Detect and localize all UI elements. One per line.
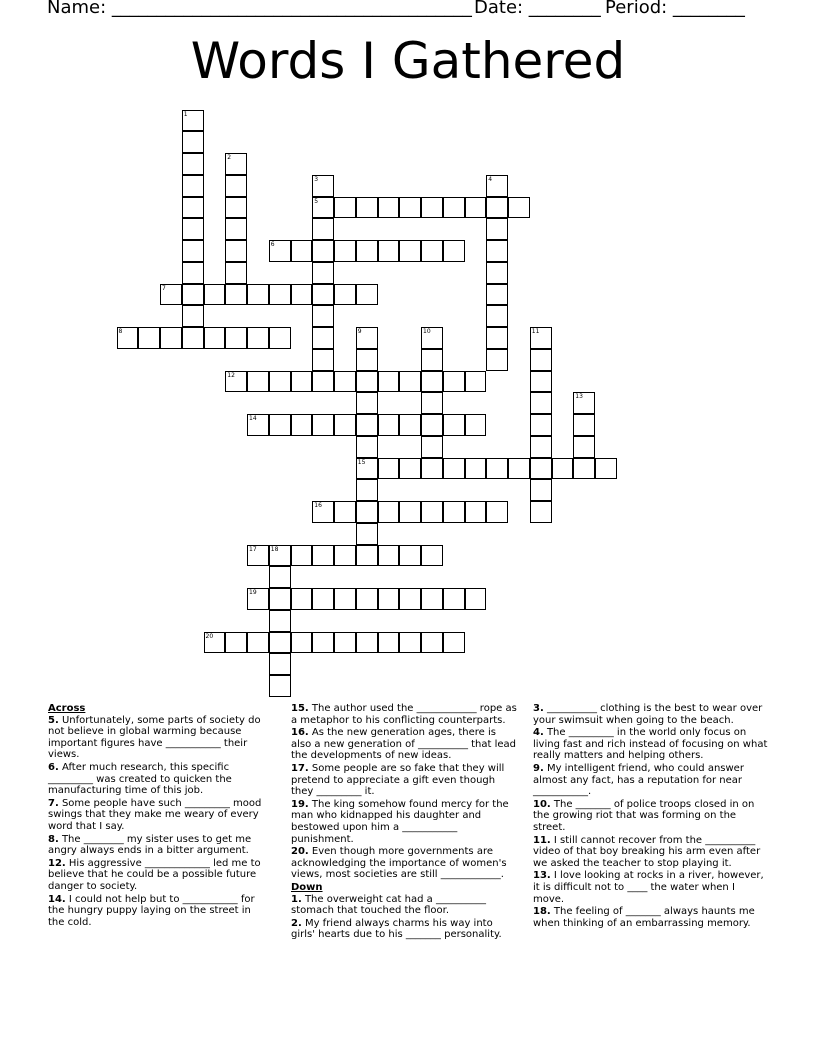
clue-number-15: 15 <box>357 458 366 466</box>
grid-cell[interactable] <box>356 479 378 501</box>
grid-cell[interactable] <box>269 675 291 697</box>
grid-cell[interactable] <box>312 240 334 262</box>
clue-column-3 <box>533 703 769 930</box>
grid-cell[interactable] <box>269 414 291 436</box>
grid-cell[interactable] <box>399 197 421 219</box>
grid-cell[interactable] <box>421 545 443 567</box>
grid-cell[interactable] <box>465 458 487 480</box>
grid-cell[interactable] <box>312 371 334 393</box>
grid-cell[interactable] <box>530 371 552 393</box>
grid-cell[interactable] <box>204 284 226 306</box>
clue-number-18: 18 <box>270 545 279 553</box>
grid-cell[interactable] <box>443 501 465 523</box>
clue-down-11: 11. I still cannot recover from the __________ video of that boy breaking his arm even after we asked the teacher to stop playing it. <box>533 834 761 869</box>
grid-cell[interactable] <box>269 610 291 632</box>
clue-across-14: 14. I could not help but to ___________ for the hungry puppy laying on the street in the cold. <box>48 893 255 928</box>
grid-cell[interactable] <box>486 218 508 240</box>
grid-cell[interactable] <box>356 371 378 393</box>
grid-cell[interactable] <box>269 327 291 349</box>
grid-cell[interactable] <box>269 371 291 393</box>
clue-number-5: 5 <box>314 197 319 205</box>
grid-cell[interactable] <box>291 545 313 567</box>
clue-number-7: 7 <box>162 284 166 292</box>
grid-cell[interactable] <box>334 371 356 393</box>
grid-cell[interactable] <box>465 501 487 523</box>
grid-cell[interactable] <box>291 414 313 436</box>
clue-column-2 <box>291 703 519 942</box>
grid-cell[interactable] <box>334 414 356 436</box>
grid-cell[interactable] <box>465 414 487 436</box>
grid-cell[interactable] <box>465 197 487 219</box>
grid-cell[interactable] <box>182 131 204 153</box>
clue-number-12: 12 <box>227 371 235 379</box>
clue-across-12: 12. His aggressive _____________ led me to believe that he could be a possible future danger to society. <box>48 857 261 892</box>
grid-cell[interactable] <box>356 588 378 610</box>
grid-cell[interactable] <box>530 436 552 458</box>
grid-cell[interactable] <box>182 218 204 240</box>
grid-cell[interactable] <box>486 458 508 480</box>
grid-cell[interactable] <box>443 240 465 262</box>
grid-cell[interactable] <box>399 371 421 393</box>
grid-cell[interactable] <box>421 458 443 480</box>
clue-number-13: 13 <box>575 393 583 401</box>
grid-cell[interactable] <box>573 436 595 458</box>
clue-down-10: 10. The _______ of police troops closed in on the growing riot that was forming on the street. <box>533 798 755 833</box>
grid-cell[interactable] <box>443 458 465 480</box>
grid-cell[interactable] <box>378 545 400 567</box>
clue-number-19: 19 <box>249 589 257 596</box>
grid-cell[interactable] <box>291 240 313 262</box>
grid-cell[interactable] <box>334 284 356 306</box>
clue-across-7: 7. Some people have such _________ mood swings that they make me weary of every word that I say. <box>48 797 262 832</box>
grid-cell[interactable] <box>486 240 508 262</box>
grid-cell[interactable] <box>356 414 378 436</box>
grid-cell[interactable] <box>552 458 574 480</box>
grid-cell[interactable] <box>421 436 443 458</box>
clue-number-4: 4 <box>488 175 493 183</box>
clue-column-1 <box>48 703 270 929</box>
grid-cell[interactable] <box>530 392 552 414</box>
grid-cell[interactable] <box>443 197 465 219</box>
grid-cell[interactable] <box>486 305 508 327</box>
grid-cell[interactable] <box>334 545 356 567</box>
clue-number-16: 16 <box>314 502 322 509</box>
grid-cell[interactable] <box>225 632 247 654</box>
grid-cell[interactable] <box>443 588 465 610</box>
grid-cell[interactable] <box>399 501 421 523</box>
grid-cell[interactable] <box>421 632 443 654</box>
clue-number-8: 8 <box>118 328 123 335</box>
grid-cell[interactable] <box>508 197 530 219</box>
grid-cell[interactable] <box>378 414 400 436</box>
grid-cell[interactable] <box>269 566 291 588</box>
clue-across-17: 17. Some people are so fake that they will pretend to appreciate a gift even though they _________ it. <box>291 762 505 798</box>
grid-cell[interactable] <box>465 371 487 393</box>
grid-cell[interactable] <box>399 458 421 480</box>
clue-number-2: 2 <box>227 154 232 161</box>
grid-cell[interactable] <box>312 327 334 349</box>
grid-cell[interactable] <box>225 262 247 284</box>
down-heading: Down <box>291 881 323 893</box>
grid-cell[interactable] <box>356 284 378 306</box>
clue-across-16: 16. As the new generation ages, there is also a new generation of __________ that lead the developments of new ideas. <box>291 727 517 762</box>
grid-cell[interactable] <box>247 371 269 393</box>
clue-down-13: 13. I love looking at rocks in a river, however, it is difficult not to ____ the water when I move. <box>533 870 764 905</box>
grid-cell[interactable] <box>334 632 356 654</box>
grid-cell[interactable] <box>269 632 291 654</box>
grid-cell[interactable] <box>421 501 443 523</box>
grid-cell[interactable] <box>530 501 552 523</box>
clue-across-5: 5. Unfortunately, some parts of society do not believe in global warming because important figures have ___________ their views. <box>48 714 261 761</box>
grid-cell[interactable] <box>573 414 595 436</box>
grid-cell[interactable] <box>225 284 247 306</box>
grid-cell[interactable] <box>312 284 334 306</box>
grid-cell[interactable] <box>312 588 334 610</box>
grid-cell[interactable] <box>247 327 269 349</box>
grid-cell[interactable] <box>530 414 552 436</box>
grid-cell[interactable] <box>356 632 378 654</box>
name-field-label[interactable]: Name: ________________________________________ <box>47 0 472 18</box>
grid-cell[interactable] <box>356 197 378 219</box>
clue-number-11: 11 <box>531 328 540 335</box>
grid-cell[interactable] <box>334 501 356 523</box>
grid-cell[interactable] <box>225 218 247 240</box>
clue-down-2: 2. My friend always charms his way into girls' hearts due to his _______ personality. <box>291 917 502 941</box>
clue-across-19: 19. The king somehow found mercy for the man who kidnapped his daughter and bestowed upon him a ___________ punishment. <box>291 798 509 845</box>
grid-cell[interactable] <box>312 218 334 240</box>
grid-cell[interactable] <box>182 175 204 197</box>
clue-down-3: 3. __________ clothing is the best to wear over your swimsuit when going to the beach. <box>533 703 763 726</box>
clue-across-15: 15. The author used the ____________ rope as a metaphor to his conflicting counterparts. <box>291 703 517 726</box>
grid-cell[interactable] <box>138 327 160 349</box>
grid-cell[interactable] <box>247 632 269 654</box>
grid-cell[interactable] <box>486 349 508 371</box>
clue-across-6: 6. After much research, this specific _________ was created to quicken the manufacturing time of this job. <box>48 761 232 797</box>
clue-number-14: 14 <box>249 415 257 422</box>
grid-cell[interactable] <box>182 262 204 284</box>
grid-cell[interactable] <box>486 284 508 306</box>
grid-cell[interactable] <box>530 479 552 501</box>
grid-cell[interactable] <box>486 197 508 219</box>
grid-cell[interactable] <box>269 284 291 306</box>
grid-cell[interactable] <box>421 197 443 219</box>
across-heading: Across <box>48 703 86 714</box>
grid-cell[interactable] <box>312 305 334 327</box>
clue-down-1: 1. The overweight cat had a __________ stomach that touched the floor. <box>291 893 486 917</box>
grid-cell[interactable] <box>378 458 400 480</box>
clue-across-8: 8. The ________ my sister uses to get me angry always ends in a bitter argument. <box>48 833 252 857</box>
grid-cell[interactable] <box>443 371 465 393</box>
grid-cell[interactable] <box>291 632 313 654</box>
grid-cell[interactable] <box>378 240 400 262</box>
grid-cell[interactable] <box>399 632 421 654</box>
clue-down-18: 18. The feeling of _______ always haunts me when thinking of an embarrassing memory. <box>533 906 755 929</box>
grid-cell[interactable] <box>269 588 291 610</box>
grid-cell[interactable] <box>530 349 552 371</box>
grid-cell[interactable] <box>573 458 595 480</box>
grid-cell[interactable] <box>356 523 378 545</box>
grid-cell[interactable] <box>443 632 465 654</box>
clue-number-20: 20 <box>205 632 214 640</box>
grid-cell[interactable] <box>182 153 204 175</box>
grid-cell[interactable] <box>182 284 204 306</box>
clue-down-9: 9. My intelligent friend, who could answer almost any fact, has a reputation for near ___________. <box>533 762 744 798</box>
grid-cell[interactable] <box>334 197 356 219</box>
grid-cell[interactable] <box>356 392 378 414</box>
clue-number-10: 10 <box>423 328 431 335</box>
grid-cell[interactable] <box>291 371 313 393</box>
grid-cell[interactable] <box>356 436 378 458</box>
grid-cell[interactable] <box>421 588 443 610</box>
grid-cell[interactable] <box>421 414 443 436</box>
grid-cell[interactable] <box>378 632 400 654</box>
grid-cell[interactable] <box>160 327 182 349</box>
grid-cell[interactable] <box>225 175 247 197</box>
grid-cell[interactable] <box>312 414 334 436</box>
clue-number-1: 1 <box>183 110 188 118</box>
clue-number-3: 3 <box>314 175 319 183</box>
grid-cell[interactable] <box>421 371 443 393</box>
grid-cell[interactable] <box>291 588 313 610</box>
grid-cell[interactable] <box>399 545 421 567</box>
grid-cell[interactable] <box>312 632 334 654</box>
grid-cell[interactable] <box>247 284 269 306</box>
grid-cell[interactable] <box>182 240 204 262</box>
grid-cell[interactable] <box>312 349 334 371</box>
grid-cell[interactable] <box>378 371 400 393</box>
clue-down-4: 4. The _________ in the world only focus on living fast and rich instead of focusing on what really matters and helping others. <box>533 727 768 762</box>
date-field-label[interactable]: Date: ________ <box>474 0 601 18</box>
grid-cell[interactable] <box>334 588 356 610</box>
grid-cell[interactable] <box>421 349 443 371</box>
grid-cell[interactable] <box>182 197 204 219</box>
clue-across-20: 20. Even though more governments are acknowledging the importance of women's views, most societies are still ____________. <box>291 846 507 881</box>
grid-cell[interactable] <box>356 501 378 523</box>
grid-cell[interactable] <box>399 240 421 262</box>
grid-cell[interactable] <box>182 327 204 349</box>
grid-cell[interactable] <box>356 349 378 371</box>
page-title: Words I Gathered <box>190 32 626 90</box>
grid-cell[interactable] <box>312 262 334 284</box>
grid-cell[interactable] <box>225 197 247 219</box>
grid-cell[interactable] <box>269 653 291 675</box>
grid-cell[interactable] <box>421 392 443 414</box>
grid-cell[interactable] <box>312 545 334 567</box>
grid-cell[interactable] <box>334 240 356 262</box>
clue-number-17: 17 <box>249 545 257 553</box>
grid-cell[interactable] <box>356 240 378 262</box>
grid-cell[interactable] <box>399 588 421 610</box>
grid-cell[interactable] <box>378 197 400 219</box>
grid-cell[interactable] <box>530 458 552 480</box>
grid-cell[interactable] <box>204 327 226 349</box>
grid-cell[interactable] <box>486 501 508 523</box>
grid-cell[interactable] <box>182 305 204 327</box>
grid-cell[interactable] <box>486 262 508 284</box>
grid-cell[interactable] <box>378 501 400 523</box>
grid-cell[interactable] <box>595 458 617 480</box>
grid-cell[interactable] <box>291 284 313 306</box>
grid-cell[interactable] <box>225 327 247 349</box>
grid-cell[interactable] <box>486 327 508 349</box>
clue-number-9: 9 <box>357 328 362 335</box>
grid-cell[interactable] <box>225 240 247 262</box>
period-field-label[interactable]: Period: ________ <box>605 0 745 18</box>
grid-cell[interactable] <box>508 458 530 480</box>
grid-cell[interactable] <box>378 588 400 610</box>
grid-cell[interactable] <box>399 414 421 436</box>
grid-cell[interactable] <box>421 240 443 262</box>
grid-cell[interactable] <box>356 545 378 567</box>
clue-number-6: 6 <box>270 241 275 248</box>
grid-cell[interactable] <box>465 588 487 610</box>
grid-cell[interactable] <box>443 414 465 436</box>
